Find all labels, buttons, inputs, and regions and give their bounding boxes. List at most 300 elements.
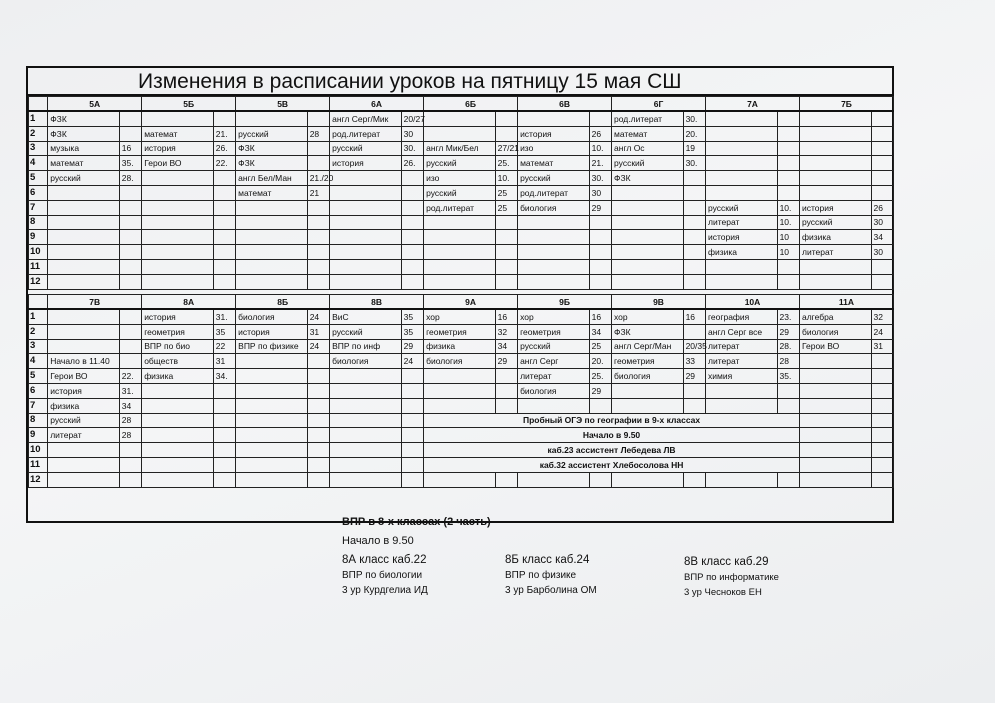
- room-cell: [777, 171, 799, 186]
- room-cell: [307, 156, 329, 171]
- room-cell: [307, 398, 329, 413]
- subject-cell: [236, 111, 308, 126]
- subject-cell: [706, 171, 778, 186]
- room-cell: [683, 200, 705, 215]
- room-cell: [119, 354, 141, 369]
- subject-cell: ВПР по физике: [236, 339, 308, 354]
- room-cell: 26: [589, 126, 611, 141]
- room-cell: [871, 369, 893, 384]
- subject-cell: [236, 259, 308, 274]
- table-row: [29, 245, 894, 260]
- footer-group-8a: [342, 553, 428, 598]
- subject-cell: [706, 141, 778, 156]
- subject-cell: ФЗК: [236, 141, 308, 156]
- room-cell: 20.: [589, 354, 611, 369]
- room-cell: [683, 324, 705, 339]
- room-cell: 35.: [777, 369, 799, 384]
- subject-cell: [612, 200, 684, 215]
- room-cell: [401, 245, 423, 260]
- room-cell: 31: [307, 324, 329, 339]
- top-header-row: [29, 97, 894, 112]
- exam-note: каб.32 ассистент Хлебосолова НН: [424, 457, 800, 472]
- subject-cell: [518, 215, 590, 230]
- room-cell: [683, 171, 705, 186]
- room-cell: 27/21: [495, 141, 517, 156]
- class-header: 9В: [612, 295, 706, 310]
- table-row: [29, 413, 894, 428]
- subject-cell: [424, 274, 496, 289]
- subject-cell: [612, 398, 684, 413]
- subject-cell: русский: [518, 171, 590, 186]
- subject-cell: [799, 156, 871, 171]
- room-cell: [119, 230, 141, 245]
- subject-cell: [330, 413, 402, 428]
- room-cell: 31: [213, 354, 235, 369]
- subject-cell: [612, 383, 684, 398]
- room-cell: 25: [589, 339, 611, 354]
- subject-cell: география: [706, 309, 778, 324]
- subject-cell: история: [706, 230, 778, 245]
- room-cell: 30.: [401, 141, 423, 156]
- room-cell: [401, 171, 423, 186]
- room-cell: 31.: [213, 309, 235, 324]
- subject-cell: музыка: [48, 141, 120, 156]
- subject-cell: [236, 369, 308, 384]
- subject-cell: [142, 413, 214, 428]
- room-cell: [307, 274, 329, 289]
- subject-cell: [799, 185, 871, 200]
- class-header: 11А: [799, 295, 893, 310]
- room-cell: [495, 472, 517, 487]
- subject-cell: [424, 259, 496, 274]
- subject-cell: [142, 185, 214, 200]
- table-row: [29, 141, 894, 156]
- top-schedule-table: [28, 96, 894, 290]
- subject-cell: [706, 383, 778, 398]
- subject-cell: история: [48, 383, 120, 398]
- room-cell: [401, 200, 423, 215]
- room-cell: [871, 111, 893, 126]
- room-cell: 26.: [401, 156, 423, 171]
- room-cell: [401, 274, 423, 289]
- subject-cell: [142, 398, 214, 413]
- group-teacher: 3 ур Курдгелиа ИД: [342, 585, 428, 596]
- subject-cell: [612, 472, 684, 487]
- subject-cell: [424, 398, 496, 413]
- room-cell: [777, 274, 799, 289]
- room-cell: [871, 443, 893, 458]
- room-cell: [683, 383, 705, 398]
- subject-cell: русский: [424, 156, 496, 171]
- class-header: 7А: [706, 97, 800, 112]
- footer-group-8b: [505, 553, 597, 598]
- subject-cell: [424, 245, 496, 260]
- room-cell: [213, 413, 235, 428]
- subject-cell: [518, 259, 590, 274]
- subject-cell: математ: [518, 156, 590, 171]
- room-cell: [307, 245, 329, 260]
- room-cell: [213, 185, 235, 200]
- room-cell: [589, 215, 611, 230]
- subject-cell: [236, 274, 308, 289]
- room-cell: 22.: [119, 369, 141, 384]
- class-header: 10А: [706, 295, 800, 310]
- room-cell: [401, 185, 423, 200]
- room-cell: [589, 398, 611, 413]
- subject-cell: обществ: [142, 354, 214, 369]
- subject-cell: ФЗК: [612, 324, 684, 339]
- subject-cell: [236, 230, 308, 245]
- subject-cell: [142, 230, 214, 245]
- room-cell: 10: [777, 230, 799, 245]
- room-cell: [213, 230, 235, 245]
- subject-cell: [706, 126, 778, 141]
- subject-cell: биология: [424, 354, 496, 369]
- room-cell: [119, 443, 141, 458]
- room-cell: 10.: [589, 141, 611, 156]
- table-row: [29, 156, 894, 171]
- subject-cell: биология: [330, 354, 402, 369]
- subject-cell: Герои ВО: [142, 156, 214, 171]
- subject-cell: [424, 230, 496, 245]
- subject-cell: [799, 126, 871, 141]
- subject-cell: математ: [236, 185, 308, 200]
- subject-cell: [706, 111, 778, 126]
- room-cell: [119, 126, 141, 141]
- room-cell: 21.: [213, 126, 235, 141]
- subject-cell: [48, 309, 120, 324]
- subject-cell: геометрия: [424, 324, 496, 339]
- class-header: 7Б: [799, 97, 893, 112]
- room-cell: [589, 230, 611, 245]
- room-cell: [589, 472, 611, 487]
- subject-cell: геометрия: [142, 324, 214, 339]
- room-cell: 29: [495, 354, 517, 369]
- room-cell: 33: [683, 354, 705, 369]
- class-header: 6Г: [612, 97, 706, 112]
- subject-cell: [706, 472, 778, 487]
- room-cell: 28: [307, 126, 329, 141]
- subject-cell: алгебра: [799, 309, 871, 324]
- room-cell: [401, 428, 423, 443]
- subject-cell: [424, 215, 496, 230]
- room-cell: [119, 472, 141, 487]
- subject-cell: род.литерат: [424, 200, 496, 215]
- bottom-header-row: [29, 295, 894, 310]
- room-cell: [777, 111, 799, 126]
- subject-cell: русский: [799, 215, 871, 230]
- subject-cell: ФЗК: [48, 111, 120, 126]
- subject-cell: [236, 354, 308, 369]
- room-cell: [307, 230, 329, 245]
- table-row: [29, 215, 894, 230]
- room-cell: 10.: [777, 200, 799, 215]
- lesson-number: 5: [29, 369, 48, 384]
- subject-cell: [142, 428, 214, 443]
- room-cell: 32: [871, 309, 893, 324]
- room-cell: [401, 443, 423, 458]
- room-cell: [307, 111, 329, 126]
- table-row: [29, 309, 894, 324]
- room-cell: [871, 171, 893, 186]
- table-row: [29, 354, 894, 369]
- subject-cell: [236, 472, 308, 487]
- room-cell: [683, 245, 705, 260]
- subject-cell: русский: [48, 171, 120, 186]
- lesson-number: 12: [29, 472, 48, 487]
- class-header: 9А: [424, 295, 518, 310]
- subject-cell: [706, 185, 778, 200]
- room-cell: 29: [777, 324, 799, 339]
- room-cell: [683, 472, 705, 487]
- room-cell: [683, 230, 705, 245]
- room-cell: 10.: [495, 171, 517, 186]
- subject-cell: литерат: [518, 369, 590, 384]
- subject-cell: [236, 245, 308, 260]
- subject-cell: англ Серг/Ман: [612, 339, 684, 354]
- subject-cell: русский: [518, 339, 590, 354]
- subject-cell: англ Бел/Ман: [236, 171, 308, 186]
- room-cell: 21: [307, 185, 329, 200]
- room-cell: [307, 443, 329, 458]
- room-cell: 35.: [119, 156, 141, 171]
- room-cell: 28.: [777, 339, 799, 354]
- room-cell: [213, 472, 235, 487]
- room-cell: [213, 428, 235, 443]
- subject-cell: [799, 457, 871, 472]
- room-cell: 20.: [683, 126, 705, 141]
- subject-cell: русский: [706, 200, 778, 215]
- lesson-number: 4: [29, 354, 48, 369]
- subject-cell: [799, 111, 871, 126]
- subject-cell: [612, 185, 684, 200]
- room-cell: [119, 324, 141, 339]
- subject-cell: русский: [330, 141, 402, 156]
- room-cell: 30: [871, 215, 893, 230]
- room-cell: [871, 413, 893, 428]
- room-cell: 30.: [683, 156, 705, 171]
- room-cell: [871, 398, 893, 413]
- subject-cell: [518, 398, 590, 413]
- subject-cell: [799, 472, 871, 487]
- room-cell: [213, 171, 235, 186]
- footer-group-8v: [684, 555, 779, 600]
- room-cell: [777, 472, 799, 487]
- room-cell: 30: [871, 245, 893, 260]
- room-cell: 24: [401, 354, 423, 369]
- subject-cell: [799, 398, 871, 413]
- room-cell: [401, 215, 423, 230]
- subject-cell: физика: [424, 339, 496, 354]
- subject-cell: [518, 245, 590, 260]
- lesson-number: 1: [29, 111, 48, 126]
- footer-heading: ВПР в 8-х классах (2 часть): [342, 516, 491, 528]
- subject-cell: математ: [142, 126, 214, 141]
- room-cell: 23.: [777, 309, 799, 324]
- group-subject: ВПР по биологии: [342, 570, 423, 581]
- room-cell: [777, 156, 799, 171]
- subject-cell: [142, 215, 214, 230]
- subject-cell: [799, 413, 871, 428]
- subject-cell: англ Ос: [612, 141, 684, 156]
- subject-cell: хор: [424, 309, 496, 324]
- page-title: Изменения в расписании уроков на пятницу 15 мая СШ: [28, 68, 892, 96]
- subject-cell: хор: [612, 309, 684, 324]
- lesson-number: 7: [29, 398, 48, 413]
- room-cell: 28: [777, 354, 799, 369]
- subject-cell: [330, 200, 402, 215]
- class-header: 5А: [48, 97, 142, 112]
- subject-cell: ФЗК: [236, 156, 308, 171]
- room-cell: 25.: [589, 369, 611, 384]
- bottom-schedule-table: [28, 294, 894, 488]
- room-cell: [495, 259, 517, 274]
- exam-note: Начало в 9.50: [424, 428, 800, 443]
- subject-cell: [142, 245, 214, 260]
- subject-cell: [236, 443, 308, 458]
- lesson-number: 9: [29, 230, 48, 245]
- group-teacher: 3 ур Барболина ОМ: [505, 585, 597, 596]
- room-cell: [401, 413, 423, 428]
- room-cell: 16: [589, 309, 611, 324]
- subject-cell: [142, 383, 214, 398]
- room-cell: [495, 274, 517, 289]
- room-cell: [119, 309, 141, 324]
- room-cell: 16: [119, 141, 141, 156]
- room-cell: [119, 274, 141, 289]
- subject-cell: биология: [236, 309, 308, 324]
- room-cell: [495, 369, 517, 384]
- table-row: [29, 383, 894, 398]
- room-cell: 34: [495, 339, 517, 354]
- subject-cell: [518, 472, 590, 487]
- lesson-number: 5: [29, 171, 48, 186]
- room-cell: [683, 215, 705, 230]
- subject-cell: [48, 443, 120, 458]
- class-header: 5В: [236, 97, 330, 112]
- subject-cell: хор: [518, 309, 590, 324]
- room-cell: [307, 369, 329, 384]
- room-cell: [871, 126, 893, 141]
- subject-cell: литерат: [706, 354, 778, 369]
- subject-cell: [236, 413, 308, 428]
- room-cell: [307, 141, 329, 156]
- room-cell: [589, 245, 611, 260]
- room-cell: [213, 383, 235, 398]
- room-cell: [777, 259, 799, 274]
- subject-cell: англ Мик/Бел: [424, 141, 496, 156]
- room-cell: [871, 185, 893, 200]
- room-cell: [401, 472, 423, 487]
- room-cell: [401, 369, 423, 384]
- room-cell: 28: [119, 413, 141, 428]
- room-cell: 21./20: [307, 171, 329, 186]
- table-row: [29, 457, 894, 472]
- room-cell: [495, 215, 517, 230]
- room-cell: 24: [871, 324, 893, 339]
- subject-cell: [612, 259, 684, 274]
- subject-cell: Начало в 11.40: [48, 354, 120, 369]
- subject-cell: [236, 215, 308, 230]
- subject-cell: литерат: [706, 339, 778, 354]
- subject-cell: [142, 472, 214, 487]
- class-header: 5Б: [142, 97, 236, 112]
- room-cell: [777, 141, 799, 156]
- room-cell: [683, 185, 705, 200]
- subject-cell: [330, 274, 402, 289]
- subject-cell: [612, 215, 684, 230]
- subject-cell: русский: [424, 185, 496, 200]
- room-cell: 10: [777, 245, 799, 260]
- room-cell: 31: [871, 339, 893, 354]
- subject-cell: [142, 457, 214, 472]
- table-row: [29, 200, 894, 215]
- subject-cell: [799, 354, 871, 369]
- subject-cell: [799, 171, 871, 186]
- table-row: [29, 274, 894, 289]
- subject-cell: [706, 259, 778, 274]
- table-row: [29, 339, 894, 354]
- room-cell: 29: [683, 369, 705, 384]
- room-cell: [495, 230, 517, 245]
- subject-cell: литерат: [799, 245, 871, 260]
- room-cell: [119, 457, 141, 472]
- lesson-number: 6: [29, 383, 48, 398]
- room-cell: [495, 398, 517, 413]
- subject-cell: [424, 472, 496, 487]
- subject-cell: [330, 457, 402, 472]
- table-row: [29, 259, 894, 274]
- lesson-number: 3: [29, 141, 48, 156]
- table-row: [29, 126, 894, 141]
- room-cell: [213, 111, 235, 126]
- lesson-number: 9: [29, 428, 48, 443]
- subject-cell: [612, 245, 684, 260]
- room-cell: [683, 259, 705, 274]
- room-cell: 35: [213, 324, 235, 339]
- corner-cell: [29, 295, 48, 310]
- subject-cell: история: [236, 324, 308, 339]
- subject-cell: [424, 383, 496, 398]
- subject-cell: физика: [706, 245, 778, 260]
- subject-cell: литерат: [706, 215, 778, 230]
- subject-cell: англ Серг все: [706, 324, 778, 339]
- subject-cell: [48, 457, 120, 472]
- subject-cell: [518, 230, 590, 245]
- room-cell: [401, 383, 423, 398]
- room-cell: [777, 126, 799, 141]
- room-cell: [589, 111, 611, 126]
- lesson-number: 7: [29, 200, 48, 215]
- subject-cell: Герои ВО: [48, 369, 120, 384]
- subject-cell: история: [142, 141, 214, 156]
- room-cell: [871, 354, 893, 369]
- subject-cell: история: [330, 156, 402, 171]
- room-cell: [683, 274, 705, 289]
- table-row: [29, 443, 894, 458]
- room-cell: [777, 383, 799, 398]
- room-cell: [213, 245, 235, 260]
- room-cell: [871, 383, 893, 398]
- subject-cell: англ Серг/Мик: [330, 111, 402, 126]
- subject-cell: [330, 171, 402, 186]
- lesson-number: 10: [29, 245, 48, 260]
- room-cell: 25: [495, 185, 517, 200]
- room-cell: [683, 398, 705, 413]
- room-cell: [119, 185, 141, 200]
- room-cell: [871, 457, 893, 472]
- room-cell: [307, 413, 329, 428]
